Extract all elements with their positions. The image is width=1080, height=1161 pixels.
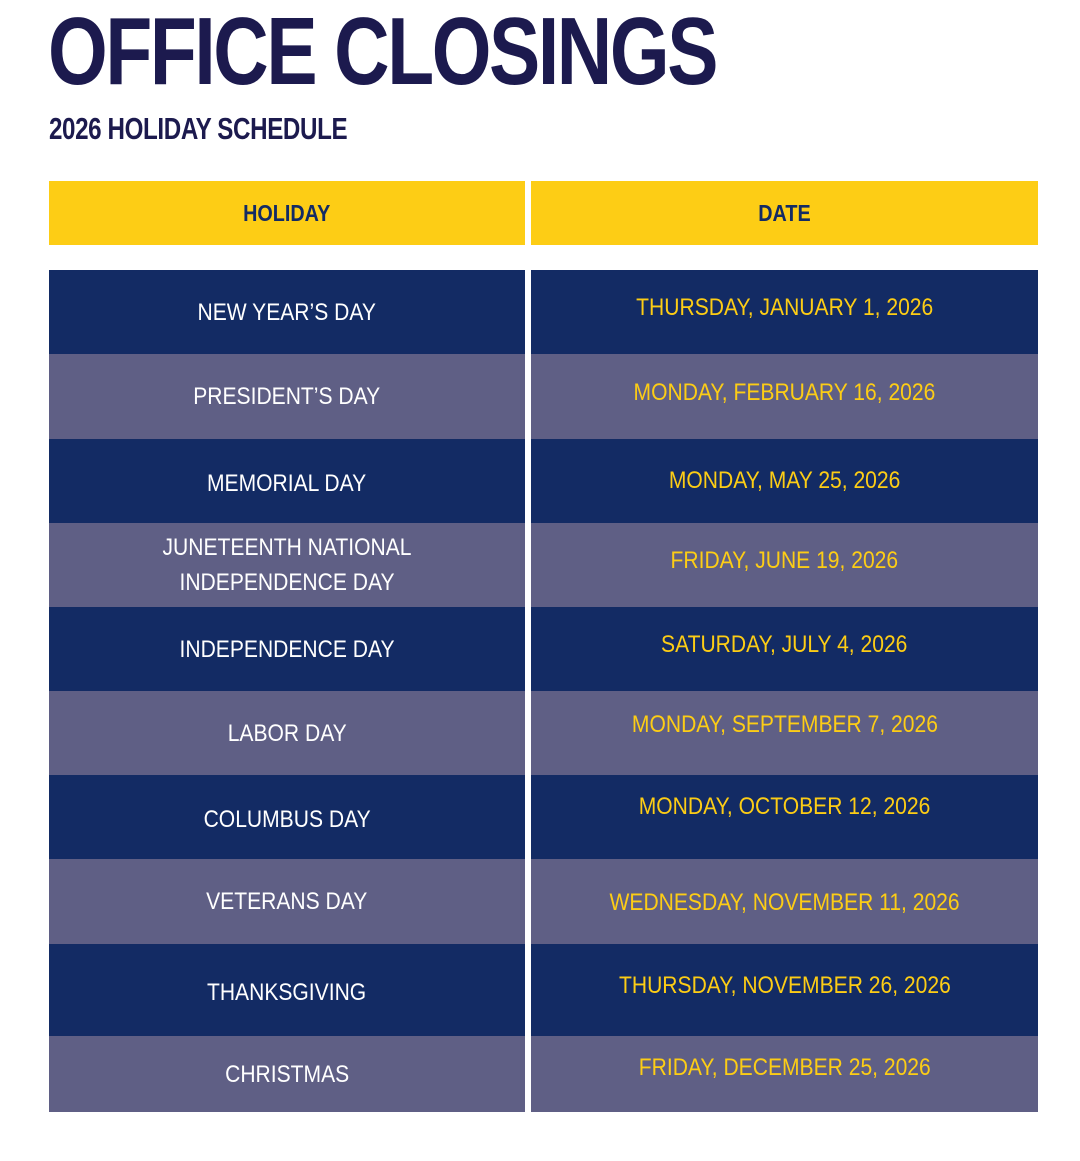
holiday-date: MONDAY, SEPTEMBER 7, 2026	[631, 711, 938, 738]
holiday-name: NEW YEAR’S DAY	[197, 298, 377, 326]
holiday-date: FRIDAY, JUNE 19, 2026	[670, 547, 899, 574]
holiday-date: MONDAY, MAY 25, 2026	[668, 467, 901, 494]
table-row-holiday-cell	[49, 354, 525, 439]
table-row-date-cell	[531, 523, 1038, 607]
table-row-holiday-cell	[49, 439, 525, 523]
page-title: OFFICE CLOSINGS	[48, 0, 717, 105]
column-header-holiday: HOLIDAY	[49, 181, 525, 245]
holiday-date: FRIDAY, DECEMBER 25, 2026	[638, 1054, 931, 1081]
holiday-date: MONDAY, OCTOBER 12, 2026	[638, 793, 931, 820]
holiday-name: VETERANS DAY	[206, 888, 368, 915]
holiday-name: MEMORIAL DAY	[207, 469, 367, 497]
table-row-date-cell	[531, 859, 1038, 944]
table-row-holiday-cell	[49, 1036, 525, 1112]
holiday-name: CHRISTMAS	[224, 1060, 350, 1088]
table-row-date-cell	[531, 270, 1038, 354]
table-row-date-cell	[531, 691, 1038, 775]
holiday-name: COLUMBUS DAY	[203, 805, 371, 833]
holiday-name: INDEPENDENCE DAY	[179, 635, 395, 663]
table-row-date-cell	[531, 439, 1038, 523]
table-row-holiday-cell	[49, 775, 525, 859]
holiday-date: SATURDAY, JULY 4, 2026	[661, 631, 908, 658]
table-row-holiday-cell	[49, 944, 525, 1036]
holiday-name: PRESIDENT’S DAY	[193, 383, 381, 410]
table-row-holiday-cell	[49, 270, 525, 354]
holiday-date: MONDAY, FEBRUARY 16, 2026	[633, 378, 936, 406]
table-row-date-cell	[531, 775, 1038, 859]
holiday-date: WEDNESDAY, NOVEMBER 11, 2026	[609, 888, 960, 916]
table-row-date-cell	[531, 354, 1038, 439]
holiday-name: LABOR DAY	[227, 719, 347, 747]
page-subtitle: 2026 HOLIDAY SCHEDULE	[49, 111, 348, 146]
holiday-name: THANKSGIVING	[207, 978, 367, 1006]
holiday-name: JUNETEENTH NATIONAL INDEPENDENCE DAY	[162, 534, 412, 596]
table-row-holiday-cell	[49, 691, 525, 775]
holiday-date: THURSDAY, NOVEMBER 26, 2026	[618, 972, 951, 999]
table-row-date-cell	[531, 607, 1038, 691]
table-row-holiday-cell	[49, 523, 525, 607]
table-row-holiday-cell	[49, 607, 525, 691]
column-header-date: DATE	[531, 181, 1038, 245]
holiday-date: THURSDAY, JANUARY 1, 2026	[635, 294, 934, 321]
table-row-date-cell	[531, 1036, 1038, 1112]
table-row-holiday-cell	[49, 859, 525, 944]
table-row-date-cell	[531, 944, 1038, 1036]
